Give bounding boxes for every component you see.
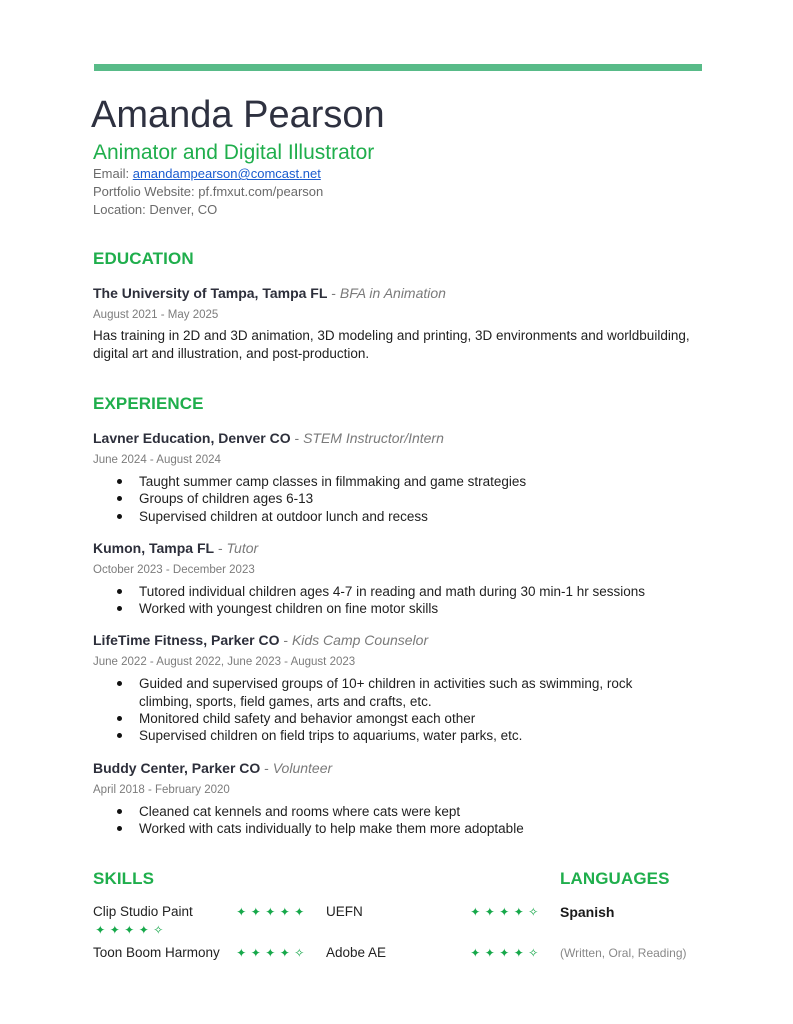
skill-rating	[234, 944, 307, 962]
entry-separator: -	[290, 430, 304, 446]
location-value: Denver, CO	[149, 202, 218, 217]
language-name: Spanish	[560, 904, 615, 920]
star-filled-icon: ✦	[250, 905, 261, 919]
bullet-icon	[117, 479, 122, 484]
entry-separator: -	[260, 759, 273, 776]
entry-dates: June 2022 - August 2022, June 2023 - August 2023	[93, 656, 356, 669]
bullet-icon	[117, 733, 122, 738]
skill-row-wrapped	[93, 921, 543, 939]
contact-email-line	[93, 165, 323, 183]
bullet-list	[93, 583, 703, 618]
entry-separator: -	[279, 632, 292, 649]
bullet-icon	[117, 716, 122, 721]
bullet-icon	[117, 606, 122, 611]
entry-separator: -	[327, 285, 340, 301]
entry-heading	[93, 757, 703, 779]
entry-org: Kumon, Tampa FL	[93, 539, 215, 556]
skill-row	[93, 944, 543, 962]
list-item-text: Taught summer camp classes in filmmaking and game strategies	[139, 474, 527, 489]
languages-section	[560, 867, 760, 962]
star-filled-icon: ✦	[513, 905, 524, 919]
email-label: Email:	[93, 166, 133, 181]
entry-role: Kids Camp Counselor	[291, 632, 429, 649]
star-filled-icon: ✦	[279, 905, 290, 919]
list-item	[139, 820, 703, 837]
section-heading-skills: SKILLS	[93, 869, 155, 888]
star-filled-icon: ✦	[250, 946, 261, 960]
skill-rating	[468, 944, 541, 962]
list-item	[139, 473, 703, 490]
entry-org: LifeTime Fitness, Parker CO	[93, 632, 280, 649]
bullet-list	[93, 675, 669, 744]
bullet-list	[93, 803, 703, 838]
entry-org: The University of Tampa, Tampa FL	[93, 285, 328, 301]
entry-dates: October 2023 - December 2023	[93, 563, 255, 576]
entry-separator: -	[214, 539, 227, 556]
entry-dates: August 2021 - May 2025	[93, 309, 219, 321]
skill-name: Adobe AE	[326, 945, 387, 960]
list-item	[139, 490, 703, 507]
star-filled-icon: ✦	[470, 946, 481, 960]
entry-org: Lavner Education, Denver CO	[93, 430, 291, 446]
entry-org: Buddy Center, Parker CO	[93, 759, 261, 776]
star-empty-icon: ✧	[528, 905, 539, 919]
list-item	[139, 727, 669, 744]
skills-table	[93, 903, 543, 962]
list-item	[139, 600, 703, 617]
education-section	[93, 247, 703, 363]
entry-description: Has training in 2D and 3D animation, 3D modeling and printing, 3D environments and worldbuilding, digital art and illustration, and post-production.	[93, 328, 690, 361]
experience-entry	[93, 427, 703, 525]
star-filled-icon: ✦	[499, 905, 510, 919]
list-item-text: Tutored individual children ages 4-7 in reading and math during 30 min-1 hr sessions	[139, 583, 646, 599]
star-filled-icon: ✦	[470, 905, 481, 919]
list-item-text: Monitored child safety and behavior amongst each other	[139, 711, 476, 727]
list-item	[139, 508, 703, 525]
skill-rating	[93, 921, 166, 939]
star-filled-icon: ✦	[484, 905, 495, 919]
experience-entry	[93, 757, 703, 838]
entry-role: BFA in Animation	[339, 285, 446, 301]
list-item-text: Worked with cats individually to help make them more adoptable	[139, 820, 524, 836]
entry-heading	[93, 537, 703, 559]
star-filled-icon: ✦	[513, 946, 524, 960]
entry-heading	[93, 629, 703, 651]
star-filled-icon: ✦	[109, 923, 120, 937]
entry-heading	[93, 427, 703, 449]
candidate-title: Animator and Digital Illustrator	[93, 141, 375, 164]
location-label: Location:	[93, 202, 150, 217]
entry-dates: June 2024 - August 2024	[93, 454, 221, 466]
candidate-name: Amanda Pearson	[91, 94, 385, 136]
bullet-icon	[117, 809, 122, 814]
star-filled-icon: ✦	[138, 923, 149, 937]
portfolio-label: Portfolio Website:	[93, 184, 199, 199]
section-heading-experience: EXPERIENCE	[93, 394, 204, 413]
header-accent-bar	[94, 64, 702, 71]
entry-role: Volunteer	[272, 759, 333, 776]
entry-role: STEM Instructor/Intern	[303, 430, 444, 446]
education-entry	[93, 282, 703, 363]
list-item	[139, 583, 703, 600]
entry-heading	[93, 282, 703, 304]
star-filled-icon: ✦	[265, 946, 276, 960]
star-filled-icon: ✦	[265, 905, 276, 919]
list-item-text: Guided and supervised groups of 10+ children in activities such as swimming, rock climbing, sports, field games, arts and crafts, etc.	[139, 676, 633, 709]
experience-entry	[93, 537, 703, 618]
skill-rating	[234, 903, 307, 921]
list-item-text: Cleaned cat kennels and rooms where cats were kept	[139, 803, 461, 819]
star-filled-icon: ✦	[236, 905, 247, 919]
star-filled-icon: ✦	[236, 946, 247, 960]
star-filled-icon: ✦	[484, 946, 495, 960]
star-filled-icon: ✦	[279, 946, 290, 960]
skills-section	[93, 867, 543, 962]
bullet-icon	[117, 826, 122, 831]
contact-portfolio-line	[93, 183, 323, 201]
list-item	[139, 710, 669, 727]
list-item-text: Groups of children ages 6-13	[139, 491, 314, 507]
skill-row	[93, 903, 543, 921]
bullet-icon	[117, 589, 122, 594]
bullet-icon	[117, 496, 122, 501]
bullet-icon	[117, 514, 122, 519]
star-filled-icon: ✦	[499, 946, 510, 960]
star-filled-icon: ✦	[124, 923, 135, 937]
entry-role: Tutor	[226, 539, 259, 556]
bullet-list	[93, 473, 703, 525]
experience-entry	[93, 629, 703, 744]
list-item	[139, 803, 703, 820]
star-filled-icon: ✦	[294, 905, 305, 919]
entry-dates: April 2018 - February 2020	[93, 783, 230, 796]
contact-location-line	[93, 201, 323, 219]
portfolio-url: pf.fmxut.com/pearson	[198, 184, 324, 199]
list-item-text: Supervised children at outdoor lunch and recess	[139, 508, 428, 524]
list-item-text: Worked with youngest children on fine motor skills	[139, 601, 439, 617]
star-filled-icon: ✦	[95, 923, 106, 937]
experience-section	[93, 392, 703, 837]
section-heading-education: EDUCATION	[93, 249, 194, 268]
list-item-text: Supervised children on field trips to aquariums, water parks, etc.	[139, 728, 523, 744]
section-heading-languages: LANGUAGES	[560, 869, 670, 888]
skill-rating	[468, 903, 541, 921]
bullet-icon	[117, 681, 122, 686]
star-empty-icon: ✧	[153, 923, 164, 937]
skill-name: Clip Studio Paint	[93, 904, 193, 919]
skill-name: Toon Boom Harmony	[93, 945, 220, 960]
list-item	[139, 675, 669, 710]
language-detail: (Written, Oral, Reading)	[560, 946, 687, 960]
email-link[interactable]: amandampearson@comcast.net	[132, 166, 321, 181]
skill-name: UEFN	[326, 904, 363, 919]
star-empty-icon: ✧	[528, 946, 539, 960]
star-empty-icon: ✧	[294, 946, 305, 960]
contact-info	[93, 165, 323, 219]
